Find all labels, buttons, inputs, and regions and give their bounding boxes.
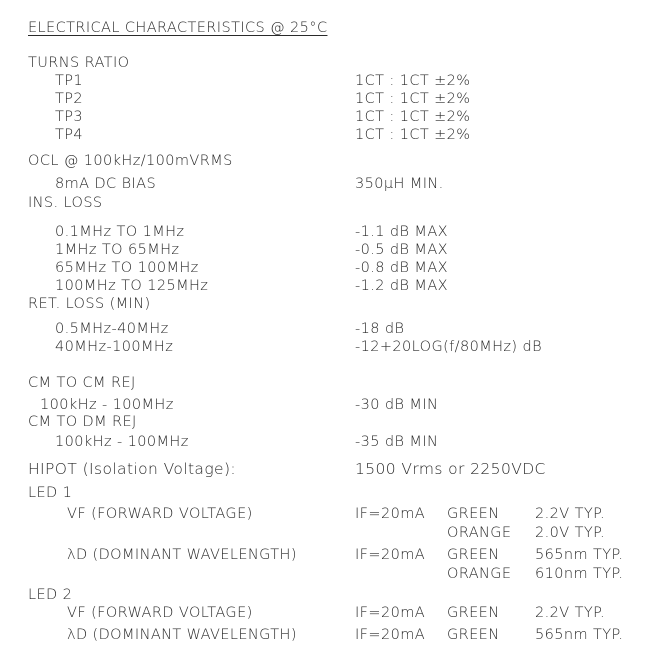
hipot-label: HIPOT (Isolation Voltage): (28, 460, 237, 478)
led1-ld-condition: IF=20mA (355, 547, 426, 563)
led2-heading: LED 2 (28, 587, 73, 603)
hipot-value: 1500 Vrms or 2250VDC (355, 460, 546, 478)
ins-loss-heading: INS. LOSS (28, 195, 103, 211)
led1-vf-color: GREEN (447, 506, 500, 522)
turns-ratio-value: 1CT : 1CT ±2% (355, 127, 471, 143)
led1-vf-color: ORANGE (447, 525, 512, 541)
led1-heading: LED 1 (28, 485, 73, 501)
led1-ld-value: 610nm TYP. (535, 566, 624, 582)
led2-vf-condition: IF=20mA (355, 605, 426, 621)
ins-loss-value: -1.2 dB MAX (355, 278, 448, 294)
turns-ratio-param: TP4 (55, 127, 84, 143)
turns-ratio-param: TP3 (55, 109, 84, 125)
led1-vf-param: VF (FORWARD VOLTAGE) (67, 506, 253, 522)
turns-ratio-param: TP2 (55, 91, 84, 107)
cm-cm-heading: CM TO CM REJ (28, 375, 136, 391)
turns-ratio-param: TP1 (55, 73, 84, 89)
led1-ld-value: 565nm TYP. (535, 547, 624, 563)
ins-loss-param: 100MHz TO 125MHz (55, 278, 209, 294)
ins-loss-param: 0.1MHz TO 1MHz (55, 224, 185, 240)
led1-vf-value: 2.0V TYP. (535, 525, 605, 541)
ret-loss-param: 40MHz-100MHz (55, 339, 174, 355)
turns-ratio-heading: TURNS RATIO (28, 55, 130, 71)
cm-dm-heading: CM TO DM REJ (28, 414, 137, 430)
led2-vf-value: 2.2V TYP. (535, 605, 605, 621)
ins-loss-param: 65MHz TO 100MHz (55, 260, 199, 276)
ins-loss-value: -0.8 dB MAX (355, 260, 448, 276)
led2-vf-color: GREEN (447, 605, 500, 621)
turns-ratio-value: 1CT : 1CT ±2% (355, 91, 471, 107)
ret-loss-param: 0.5MHz-40MHz (55, 321, 169, 337)
led2-ld-param: λD (DOMINANT WAVELENGTH) (67, 627, 297, 643)
cm-dm-param: 100kHz - 100MHz (55, 434, 189, 450)
ret-loss-value: -18 dB (355, 321, 405, 337)
led1-ld-param: λD (DOMINANT WAVELENGTH) (67, 547, 297, 563)
ocl-param: 8mA DC BIAS (55, 176, 157, 192)
turns-ratio-value: 1CT : 1CT ±2% (355, 73, 471, 89)
led2-vf-param: VF (FORWARD VOLTAGE) (67, 605, 253, 621)
ins-loss-value: -0.5 dB MAX (355, 242, 448, 258)
cm-cm-value: -30 dB MIN (355, 397, 439, 413)
cm-dm-value: -35 dB MIN (355, 434, 439, 450)
ret-loss-heading: RET. LOSS (MIN) (28, 296, 151, 312)
led1-vf-value: 2.2V TYP. (535, 506, 605, 522)
led2-ld-color: GREEN (447, 627, 500, 643)
ocl-heading: OCL @ 100kHz/100mVRMS (28, 153, 233, 169)
cm-cm-param: 100kHz - 100MHz (40, 397, 174, 413)
turns-ratio-value: 1CT : 1CT ±2% (355, 109, 471, 125)
document-title: ELECTRICAL CHARACTERISTICS @ 25°C (28, 20, 328, 36)
led1-ld-color: ORANGE (447, 566, 512, 582)
ins-loss-param: 1MHz TO 65MHz (55, 242, 180, 258)
led2-ld-value: 565nm TYP. (535, 627, 624, 643)
led1-ld-color: GREEN (447, 547, 500, 563)
led1-vf-condition: IF=20mA (355, 506, 426, 522)
led2-ld-condition: IF=20mA (355, 627, 426, 643)
ins-loss-value: -1.1 dB MAX (355, 224, 448, 240)
ocl-value: 350µH MIN. (355, 176, 444, 192)
ret-loss-value: -12+20LOG(f/80MHz) dB (355, 339, 542, 355)
